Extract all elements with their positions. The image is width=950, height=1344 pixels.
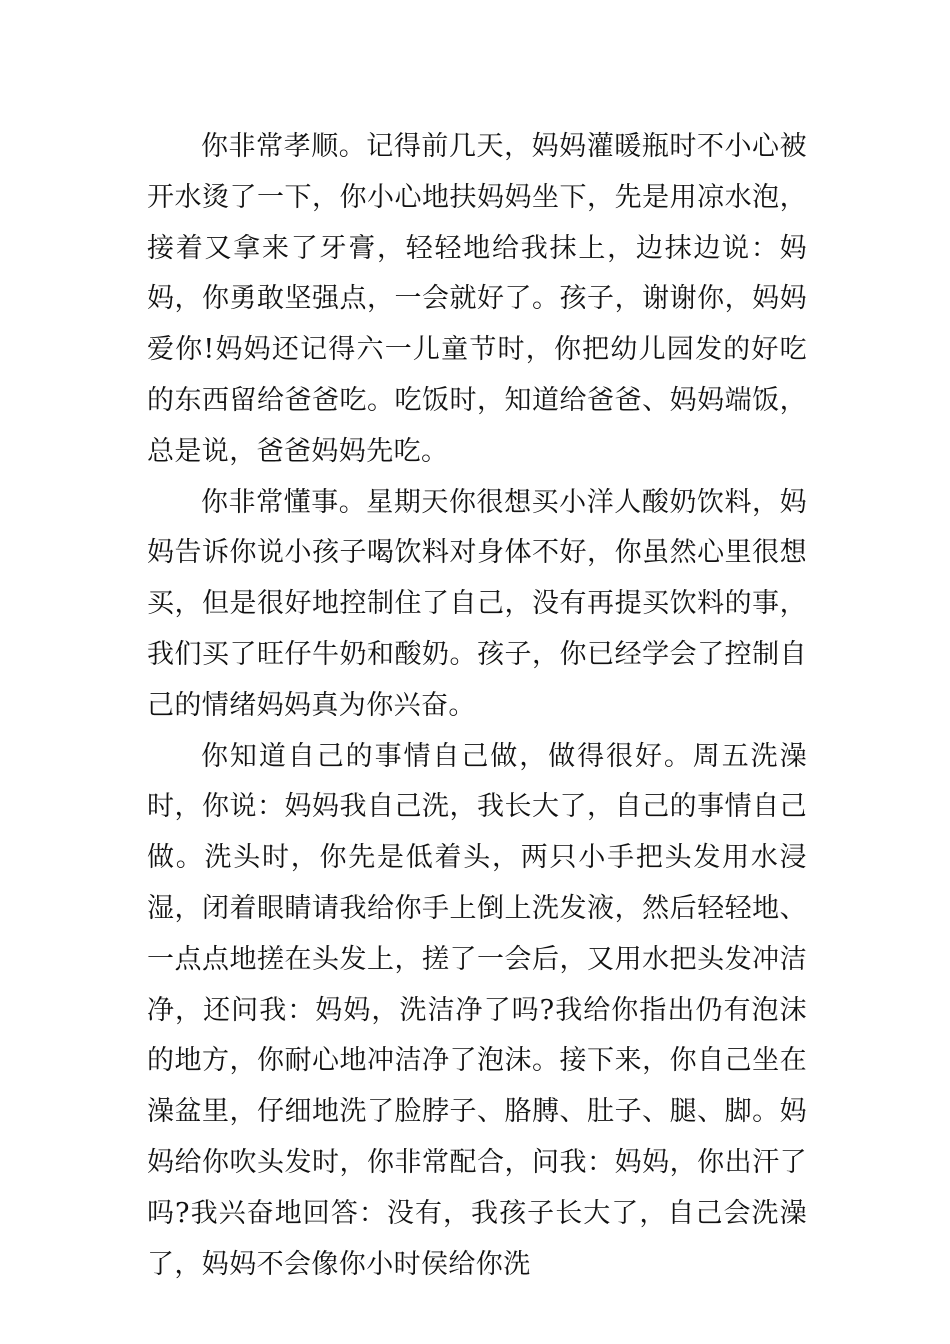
document-body [147, 122, 807, 1290]
paragraph-filial: 你非常孝顺。记得前几天，妈妈灌暖瓶时不小心被开水烫了一下，你小心地扶妈妈坐下，先是用凉水泡，接着又拿来了牙膏，轻轻地给我抹上，边抹边说：妈妈，你勇敢坚强点，一会就好了。孩子，谢谢你，妈妈爱你!妈妈还记得六一儿童节时，你把幼儿园发的好吃的东西留给爸爸吃。吃饭时，知道给爸爸、妈妈端饭，总是说，爸爸妈妈先吃。 [147, 131, 807, 467]
paragraph-sensible: 你非常懂事。星期天你很想买小洋人酸奶饮料，妈妈告诉你说小孩子喝饮料对身体不好，你虽然心里很想买，但是很好地控制住了自己，没有再提买饮料的事，我们买了旺仔牛奶和酸奶。孩子，你已经学会了控制自己的情绪妈妈真为你兴奋。 [147, 486, 807, 721]
paragraph-self-reliant: 你知道自己的事情自己做，做得很好。周五洗澡时，你说：妈妈我自己洗，我长大了，自己的事情自己做。洗头时，你先是低着头，两只小手把头发用水浸湿，闭着眼睛请我给你手上倒上洗发液，然后轻轻地、一点点地搓在头发上，搓了一会后，又用水把头发冲洁净，还问我：妈妈，洗洁净了吗?我给你指出仍有泡沫的地方，你耐心地冲洁净了泡沫。接下来，你自己坐在澡盆里，仔细地洗了脸脖子、胳膊、肚子、腿、脚。妈妈给你吹头发时，你非常配合，问我：妈妈，你出汗了吗?我兴奋地回答：没有，我孩子长大了，自己会洗澡了，妈妈不会像你小时侯给你洗 [147, 740, 807, 1280]
